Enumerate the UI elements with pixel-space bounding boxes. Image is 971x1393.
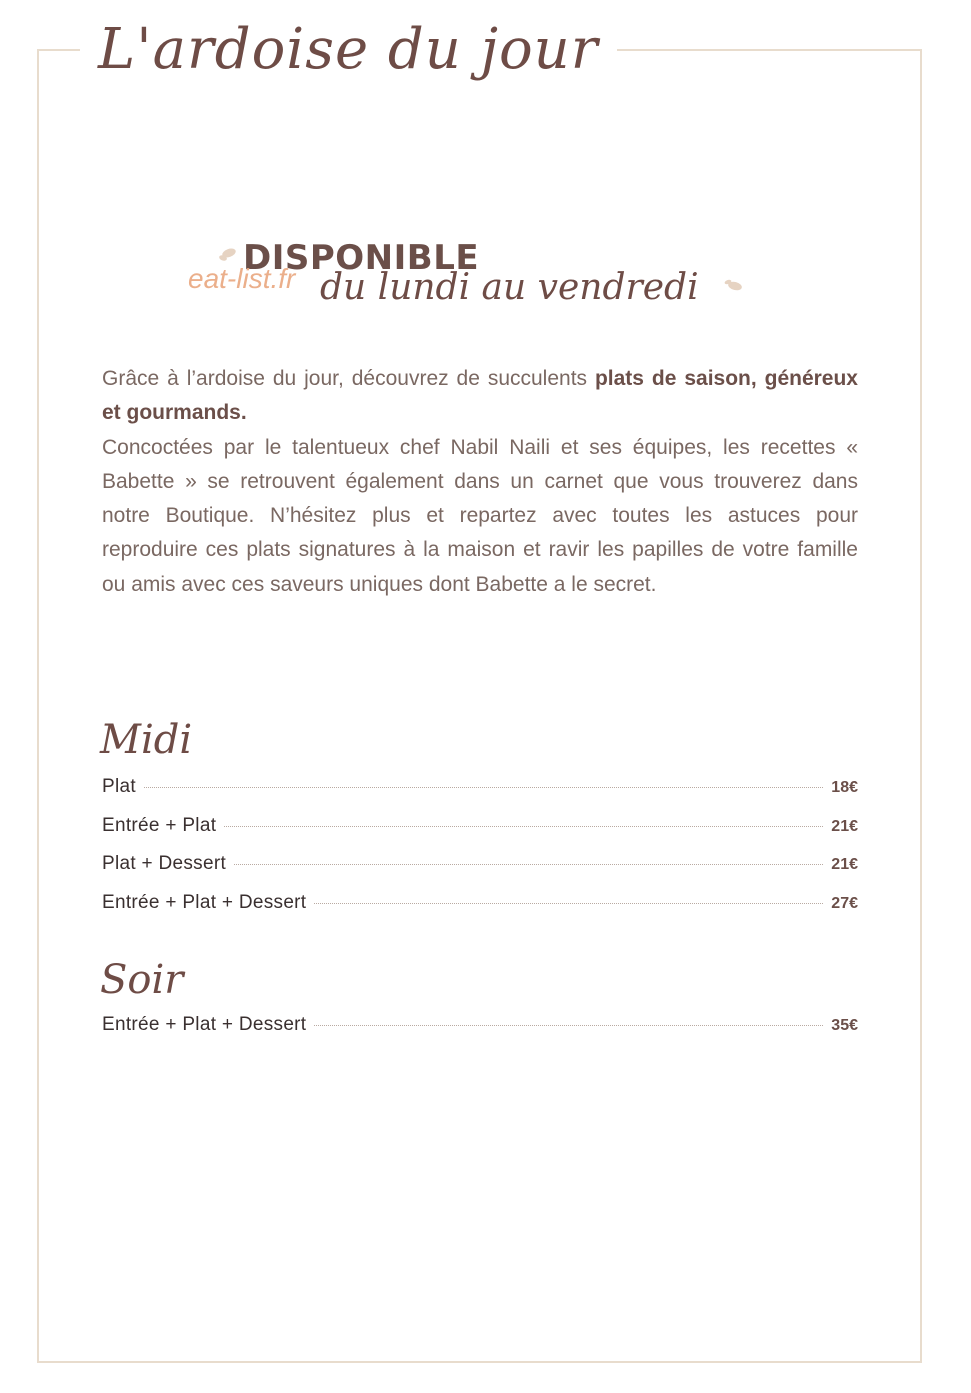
section-title-soir: Soir [100, 957, 184, 1003]
leaf-icon [723, 278, 743, 294]
dot-leader [234, 864, 823, 865]
section-title-midi: Midi [100, 717, 193, 763]
menu-item [102, 776, 858, 815]
intro-part1: Grâce à l’ardoise du jour, découvrez de succulents [102, 367, 595, 390]
menu-item-price: 27€ [831, 894, 858, 912]
leaf-icon [217, 247, 237, 263]
availability-subtitle: du lundi au vendredi [320, 267, 699, 308]
menu-item [102, 815, 858, 854]
menu-item [102, 1014, 858, 1053]
intro-paragraph-2: Concoctées par le talentueux chef Nabil Naili et ses équipes, les recettes « Babette » se retrouvent également dans un carnet que vous trouverez dans notre Boutique. N’hésitez plus et repartez avec toutes les astuces pour reproduire ces plats signatures à la maison et ravir les papilles de votre famille ou amis avec ces saveurs uniques dont Babette a le secret. [102, 435, 858, 596]
menu-item-price: 18€ [831, 779, 858, 796]
availability-block [0, 230, 971, 320]
menu-item-label: Entrée + Plat [102, 814, 217, 836]
availability-heading: DISPONIBLE [243, 238, 480, 278]
menu-item-label: Entrée + Plat + Dessert [102, 1014, 307, 1035]
dot-leader [224, 826, 823, 827]
menu-item-label: Plat + Dessert [102, 853, 227, 874]
menu-list-soir [102, 1014, 858, 1053]
menu-item [102, 853, 858, 892]
intro-text [102, 362, 858, 602]
watermark-text: eat-list.fr [188, 263, 296, 294]
menu-item-price: 21€ [831, 856, 858, 873]
intro-bold: plats de saison, généreux et gourmands. [102, 367, 858, 425]
page-title: L'ardoise du jour [80, 10, 617, 90]
menu-list-midi [102, 776, 858, 930]
menu-item-label: Entrée + Plat + Dessert [102, 891, 307, 913]
menu-item-price: 21€ [831, 817, 858, 835]
dot-leader [144, 787, 823, 788]
dot-leader [314, 903, 823, 904]
menu-item [102, 892, 858, 931]
menu-item-label: Plat [102, 776, 136, 797]
dot-leader [314, 1025, 823, 1026]
menu-item-price: 35€ [831, 1017, 858, 1034]
intro-paragraph-1 [102, 362, 858, 431]
